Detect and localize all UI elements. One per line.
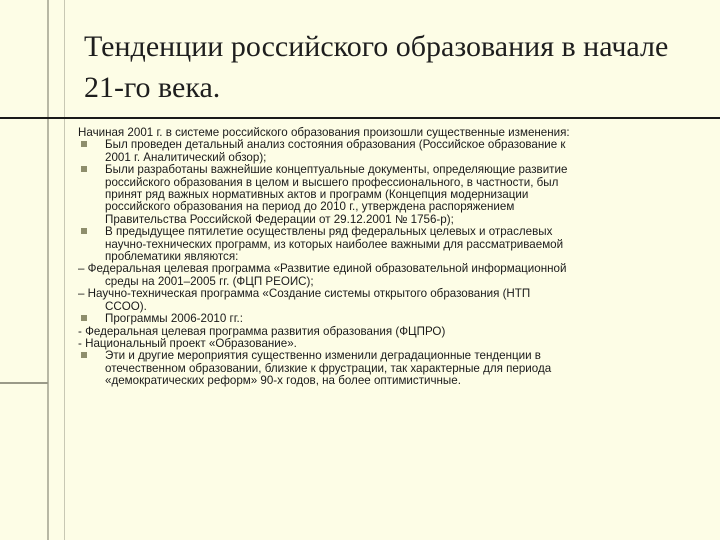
- dash-item: - Национальный проект «Образование».: [78, 336, 297, 350]
- bullet-item: Эти и другие мероприятия существенно изменили деградационные тенденции в отечественном образовании, близкие к фрустрации, так характерные для периода «демократических реформ» 90-х годов, на более оптимистичные.: [78, 350, 698, 387]
- square-bullet-icon: [81, 315, 87, 321]
- title-underline: [0, 117, 720, 119]
- dash-item: - Федеральная целевая программа развития образования (ФЦПРО): [78, 324, 446, 338]
- dash-item: – Федеральная целевая программа «Развитие единой образовательной информационной среды на 2001–2005 гг. (ФЦП РЕОИС);: [78, 262, 567, 288]
- slide-title: Тенденции российского образования в начале 21-го века.: [84, 30, 669, 104]
- left-accent-rule: [0, 382, 48, 384]
- square-bullet-icon: [81, 166, 87, 172]
- left-border-inner-line: [64, 0, 65, 540]
- left-border-line: [47, 0, 49, 540]
- slide-content: [78, 127, 698, 388]
- square-bullet-icon: [81, 352, 87, 358]
- bullet-item: Программы 2006-2010 гг.:: [78, 313, 698, 325]
- bullet-item: Были разработаны важнейшие концептуальные документы, определяющие развитие российского образования в целом и высшего профессионального, в частности, был принят ряд важных нормативных актов и программ (Концепция модернизации российского образования на период до 2010 г., утверждена распоряжением Правительства Российской Федерации от 29.12.2001 № 1756-р);: [78, 164, 698, 226]
- square-bullet-icon: [81, 228, 87, 234]
- intro-text: Начиная 2001 г. в системе российского образования произошли существенные изменения:: [78, 126, 570, 139]
- dash-item: – Научно-техническая программа «Создание системы открытого образования (НТП СCОО).: [78, 287, 531, 313]
- bullet-item: В предыдущее пятилетие осуществлены ряд федеральных целевых и отраслевых научно-технических программ, из которых наиболее важными для рассматриваемой проблематики являются:: [78, 226, 698, 263]
- bullet-item: Был проведен детальный анализ состояния образования (Российское образование к 2001 г. Аналитический обзор);: [78, 139, 698, 164]
- square-bullet-icon: [81, 141, 87, 147]
